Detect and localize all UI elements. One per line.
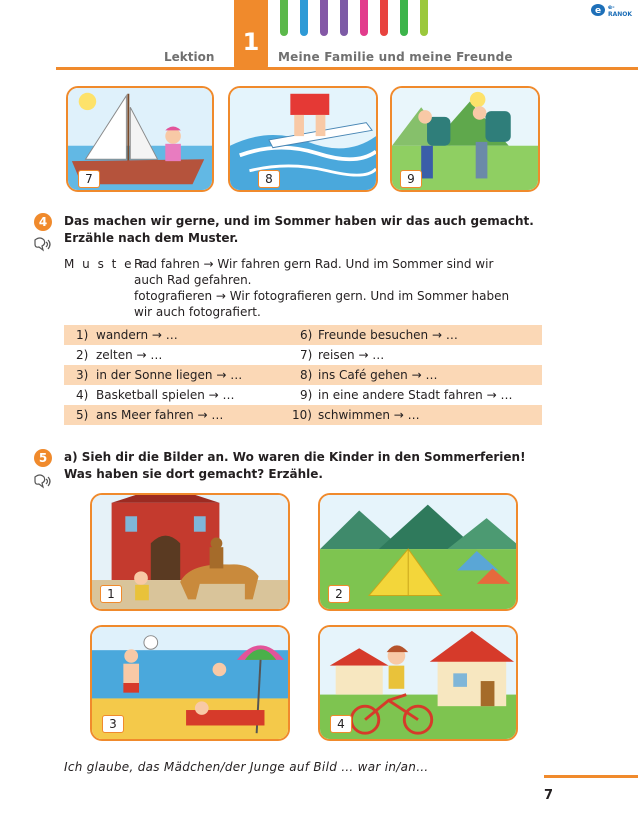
item-text: zelten → … [96,348,163,362]
exercise-5-title-line2: Was haben sie dort gemacht? Erzähle. [64,467,323,481]
picture-1 [90,493,290,611]
table-row [64,385,542,405]
item-text: wandern → … [96,328,178,342]
publisher-logo [590,2,636,16]
exercise-4-table [64,325,542,425]
picture-4 [318,625,518,741]
picture-number: 8 [258,170,280,188]
muster-line-1: Rad fahren → Wir fahren gern Rad. Und im Sommer sind wir [134,257,494,271]
item-number: 9) [300,388,313,402]
item-number: 10) [292,408,312,422]
item-text: Freunde besuchen → … [318,328,458,342]
item-text: reisen → … [318,348,385,362]
picture-3 [90,625,290,741]
example-sentence: Ich glaube, das Mädchen/der Junge auf Bild … war in/an… [64,760,429,774]
speaking-icon [32,473,56,493]
table-row [64,365,542,385]
page-number: 7 [544,788,554,803]
pencil-2 [300,0,308,36]
picture-number: 3 [102,715,124,733]
pencil-7 [400,0,408,36]
picture-9 [390,86,540,192]
exercise-5-badge: 5 [34,449,52,467]
picture-number: 9 [400,170,422,188]
svg-text:e: e [594,6,602,16]
exercise-4-badge: 4 [34,213,52,231]
item-number: 2) [76,348,89,362]
pencil-4 [340,0,348,36]
item-text: schwimmen → … [318,408,420,422]
chapter-title: Meine Familie und meine Freunde [278,50,513,64]
footer-divider [544,775,638,778]
item-number: 1) [76,328,89,342]
item-number: 4) [76,388,89,402]
exercise-5-title [64,449,526,483]
pencil-3 [320,0,328,36]
item-number: 3) [76,368,89,382]
picture-2 [318,493,518,611]
exercise-4-title-line1: Das machen wir gerne, und im Sommer haben wir das auch gemacht. [64,214,534,228]
picture-number: 4 [330,715,352,733]
picture-7 [66,86,214,192]
logo-mark-icon [590,3,606,17]
exercise-4-title [64,213,534,247]
picture-number: 7 [78,170,100,188]
lesson-number: 1 [242,28,260,56]
muster-example [134,256,509,320]
speaking-icon [32,236,56,256]
picture-number: 2 [328,585,350,603]
muster-line-2: auch Rad gefahren. [134,273,252,287]
picture-8 [228,86,378,192]
table-row [64,405,542,425]
muster-line-4: wir auch fotografiert. [134,305,261,319]
item-text: in eine andere Stadt fahren → … [318,388,513,402]
exercise-5-title-line1: a) Sieh dir die Bilder an. Wo waren die Kinder in den Sommerferien! [64,450,526,464]
table-row [64,345,542,365]
item-number: 7) [300,348,313,362]
item-number: 6) [300,328,313,342]
pencils-decoration [280,0,450,38]
lektion-label: Lektion [164,50,215,64]
pencil-6 [380,0,388,36]
logo-text: e-RANOK [608,4,633,18]
surfing-illustration [230,88,376,190]
picture-number: 1 [100,585,122,603]
item-number: 5) [76,408,89,422]
item-text: in der Sonne liegen → … [96,368,243,382]
pencil-1 [280,0,288,36]
item-text: ans Meer fahren → … [96,408,224,422]
item-text: Basketball spielen → … [96,388,235,402]
table-row [64,325,542,345]
muster-line-3: fotografieren → Wir fotografieren gern. Und im Sommer haben [134,289,510,303]
pencil-8 [420,0,428,36]
muster-label-text: M u s t e r: [64,257,153,271]
item-text: ins Café gehen → … [318,368,438,382]
exercise-4-title-line2: Erzähle nach dem Muster. [64,231,239,245]
header-divider [56,67,638,70]
item-number: 8) [300,368,313,382]
pencil-5 [360,0,368,36]
